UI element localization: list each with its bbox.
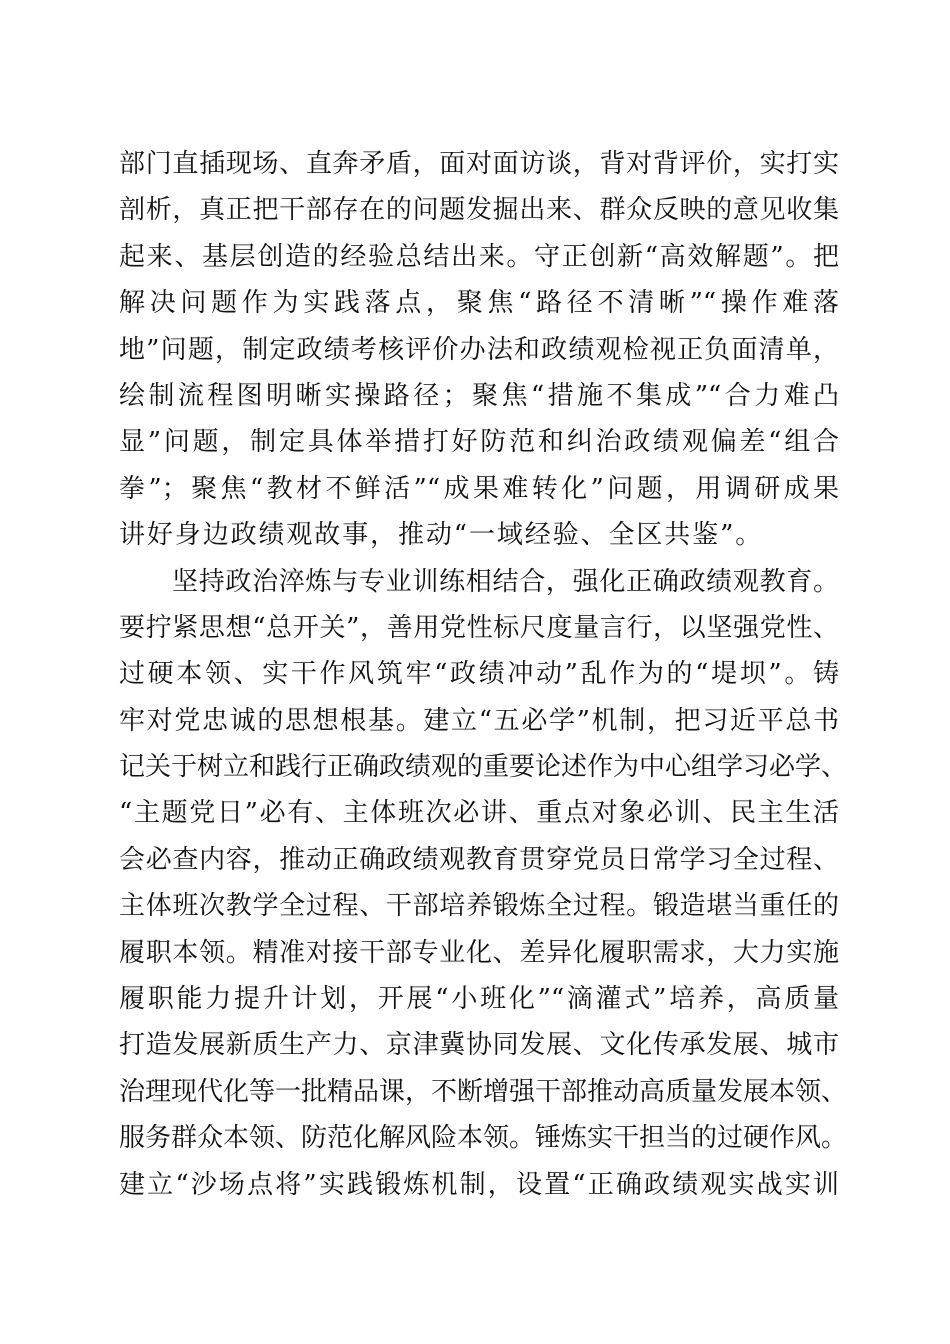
paragraph-2-line: “主题党日”必有、主体班次必讲、重点对象必训、民主生活: [119, 798, 839, 829]
paragraph-2-line: 履职能力提升计划，开展“小班化”“滴灌式”培养，高质量: [119, 984, 839, 1015]
paragraph-1-line: 起来、基层创造的经验总结出来。守正创新“高效解题”。把: [119, 241, 839, 272]
paragraph-2-line: 牢对党忠诚的思想根基。建立“五必学”机制，把习近平总书: [119, 705, 839, 736]
paragraph-1-line: 拳”；聚焦“教材不鲜活”“成果难转化”问题，用调研成果: [119, 473, 839, 504]
paragraph-2-line: 治理现代化等一批精品课，不断增强干部推动高质量发展本领、: [119, 1076, 848, 1107]
paragraph-2-line: 建立“沙场点将”实践锻炼机制，设置“正确政绩观实战实训: [119, 1169, 839, 1200]
paragraph-1-line-last: 讲好身边政绩观故事，推动“一域经验、全区共鉴”。: [119, 520, 764, 551]
paragraph-1-line: 显”问题，制定具体举措打好防范和纠治政绩观偏差“组合: [119, 427, 839, 458]
paragraph-2-line: 过硬本领、实干作风筑牢“政绩冲动”乱作为的“堤坝”。铸: [119, 659, 839, 690]
paragraph-1-line: 绘制流程图明晰实操路径；聚焦“措施不集成”“合力难凸: [119, 380, 839, 411]
paragraph-2-line: 服务群众本领、防范化解风险本领。锤炼实干担当的过硬作风。: [119, 1123, 848, 1154]
paragraph-1-line: 部门直插现场、直奔矛盾，面对面访谈，背对背评价，实打实: [119, 149, 839, 179]
paragraph-2-line: 要拧紧思想“总开关”，善用党性标尺度量言行，以坚强党性、: [119, 612, 839, 643]
paragraph-2-line: 会必查内容，推动正确政绩观教育贯穿党员日常学习全过程、: [119, 844, 839, 875]
paragraph-2-line: 主体班次教学全过程、干部培养锻炼全过程。锻造堪当重任的: [119, 891, 839, 922]
paragraph-2-line: 履职本领。精准对接干部专业化、差异化履职需求，大力实施: [119, 937, 839, 968]
paragraph-1-line: 解决问题作为实践落点，聚焦“路径不清晰”“操作难落: [119, 288, 839, 319]
paragraph-1-line: 地”问题，制定政绩考核评价办法和政绩观检视正负面清单，: [119, 334, 839, 365]
body-text: [119, 141, 848, 1208]
paragraph-2-line: 记关于树立和践行正确政绩观的重要论述作为中心组学习必学、: [119, 752, 848, 783]
paragraph-2-line: 打造发展新质生产力、京津冀协同发展、文化传承发展、城市: [119, 1030, 839, 1061]
paragraph-2-line-first: 坚持政治淬炼与专业训练相结合，强化正确政绩观教育。: [172, 566, 839, 597]
paragraph-2: [119, 559, 848, 1208]
paragraph-1-line: 剖析，真正把干部存在的问题发掘出来、群众反映的意见收集: [119, 195, 839, 226]
paragraph-1: [119, 141, 839, 559]
